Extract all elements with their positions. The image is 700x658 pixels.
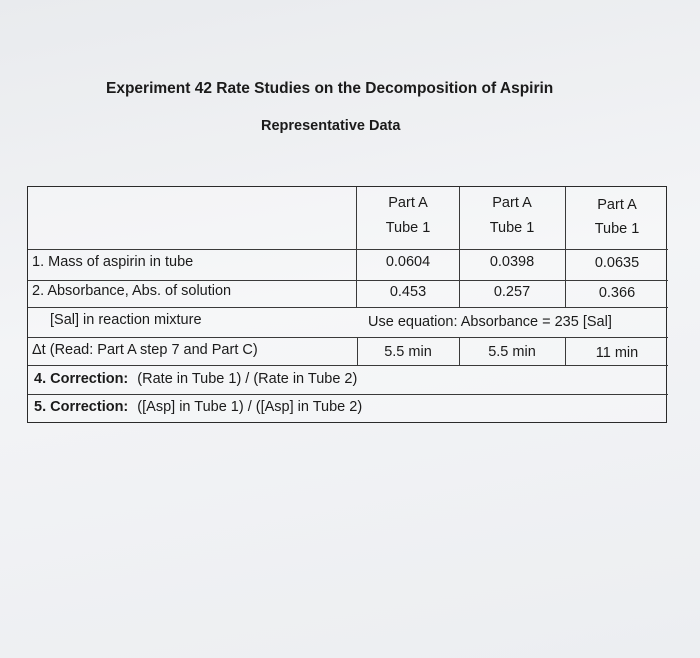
absorbance-value-tube-a: 0.453: [389, 284, 427, 300]
row-divider: [28, 307, 668, 308]
column-header-1-line1: Part A: [388, 195, 428, 211]
column-header-2-line1: Part A: [492, 195, 532, 211]
row-label-sal: [Sal] in reaction mixture: [50, 312, 202, 328]
sal-equation: Use equation: Absorbance = 235 [Sal]: [368, 314, 612, 330]
column-header-2-line2: Tube 1: [489, 220, 535, 236]
correction-4-label: 4. Correction:: [34, 371, 129, 387]
mass-value-tube-b: 0.0398: [489, 254, 535, 270]
row-label-delta-t: Δt (Read: Part A step 7 and Part C): [32, 342, 258, 358]
row-label-correction-5: [34, 398, 362, 416]
absorbance-value-tube-c: 0.366: [598, 285, 636, 301]
column-header-3-line1: Part A: [597, 197, 637, 213]
column-divider: [356, 187, 357, 307]
mass-value-tube-a: 0.0604: [385, 254, 431, 270]
correction-5-formula: ([Asp] in Tube 1) / ([Asp] in Tube 2): [137, 399, 363, 415]
correction-4-formula: (Rate in Tube 1) / (Rate in Tube 2): [137, 371, 358, 387]
row-label-correction-4: [34, 370, 357, 388]
correction-5-label: 5. Correction:: [34, 399, 129, 415]
absorbance-value-tube-b: 0.257: [493, 284, 531, 300]
delta-t-value-tube-b: 5.5 min: [488, 344, 536, 360]
delta-t-value-tube-a: 5.5 min: [384, 344, 432, 360]
column-header-1-line2: Tube 1: [385, 220, 431, 236]
document-title: Experiment 42 Rate Studies on the Decomposition of Aspirin: [106, 80, 554, 97]
row-divider: [28, 394, 668, 395]
data-table: [27, 186, 667, 423]
delta-t-value-tube-c: 11 min: [595, 345, 639, 361]
document-subtitle: Representative Data: [261, 118, 401, 134]
row-divider: [28, 337, 668, 338]
mass-value-tube-c: 0.0635: [594, 255, 640, 271]
row-divider: [28, 280, 668, 281]
row-divider: [28, 365, 668, 366]
row-label-absorbance: 2. Absorbance, Abs. of solution: [32, 283, 232, 299]
row-divider: [28, 249, 668, 250]
row-label-mass: 1. Mass of aspirin in tube: [32, 254, 194, 270]
column-header-3-line2: Tube 1: [594, 221, 640, 237]
